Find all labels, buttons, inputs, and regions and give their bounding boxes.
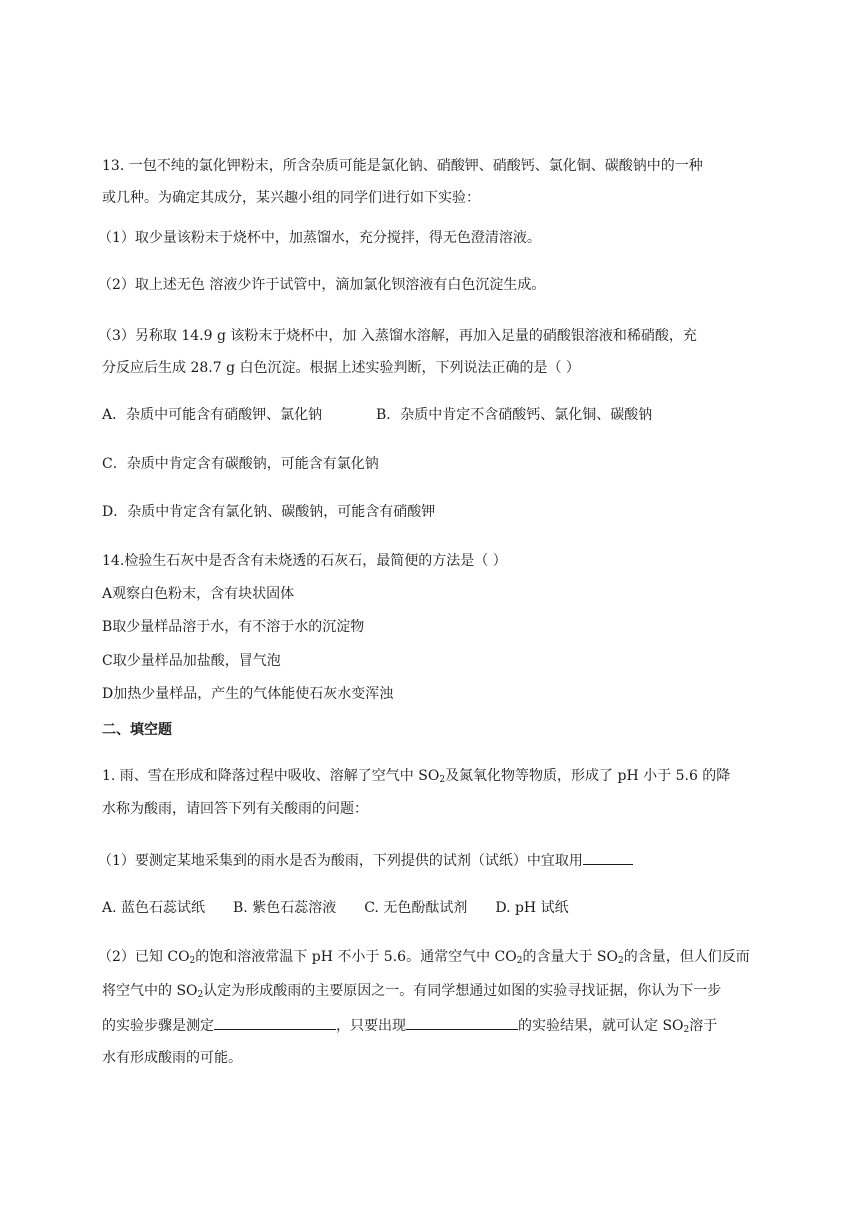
q13-line2: 或几种。为确定其成分，某兴趣小组的同学们进行如下实验： — [102, 190, 480, 206]
fill1-q1-text: （1）要测定某地采集到的雨水是否为酸雨，下列提供的试剂（试纸）中宜取用 — [98, 853, 583, 869]
fill1-opt-c: C. 无色酚酞试剂 — [364, 900, 468, 916]
q14-option-a: A观察白色粉末，含有块状固体 — [102, 586, 295, 602]
answer-blank-2[interactable] — [214, 1015, 336, 1030]
q13-step2: （2）取上述无色 溶液少许于试管中，滴加氯化钡溶液有白色沉淀生成。 — [98, 277, 546, 293]
fill1-q2-line3 — [102, 1015, 717, 1040]
q14-stem: 14.检验生石灰中是否含有未烧透的石灰石，最简便的方法是（ ） — [102, 553, 507, 569]
q13-option-c: C．杂质中肯定含有碳酸钠，可能含有氯化钠 — [102, 456, 379, 472]
fill1-line1-a: 1. 雨、雪在形成和降落过程中吸收、溶解了空气中 SO — [102, 768, 440, 784]
q14-option-c: C取少量样品加盐酸，冒气泡 — [102, 653, 281, 669]
text-run: ，只要出现 — [336, 1018, 406, 1034]
subscript: 2 — [516, 956, 523, 966]
text-run: 将空气中的 SO — [102, 983, 198, 999]
subscript: 2 — [617, 956, 624, 966]
fill1-line2: 水称为酸雨，请回答下列有关酸雨的问题： — [102, 801, 368, 817]
q13-option-b: B．杂质中肯定不含硝酸钙、氯化铜、碳酸钠 — [376, 407, 653, 423]
q14-option-b: B取少量样品溶于水，有不溶于水的沉淀物 — [102, 619, 365, 635]
fill1-line1-b: 及氮氧化物等物质，形成了 pH 小于 5.6 的降 — [445, 768, 731, 784]
answer-blank-3[interactable] — [406, 1015, 518, 1030]
q13-step3-line2: 分反应后生成 28.7 g 白色沉淀。根据上述实验判断，下列说法正确的是（ ） — [102, 360, 580, 376]
subscript: 2 — [189, 956, 196, 966]
text-run: 的饱和溶液常温下 pH 不小于 5.6。通常空气中 CO — [195, 949, 517, 965]
q13-line1: 13. 一包不纯的氯化钾粉末，所含杂质可能是氯化钠、硝酸钾、硝酸钙、氯化铜、碳酸钠中的一种 — [102, 158, 703, 174]
fill1-q2-line2 — [102, 981, 721, 1005]
text-run: 的实验结果，就可认定 SO — [518, 1018, 684, 1034]
q14-option-d: D加热少量样品，产生的气体能使石灰水变浑浊 — [102, 686, 394, 702]
section-title: 二、填空题 — [102, 722, 172, 738]
text-run: 溶于 — [689, 1018, 718, 1034]
fill1-line1 — [102, 766, 730, 790]
q13-option-a: A．杂质中可能含有硝酸钾、氯化钠 — [102, 407, 323, 423]
q13-step1: （1）取少量该粉末于烧杯中，加蒸馏水，充分搅拌，得无色澄清溶液。 — [98, 230, 541, 246]
text-run: 的含量，但人们反而 — [623, 949, 750, 965]
text-run: （2）已知 CO — [98, 949, 190, 965]
fill1-opt-d: D. pH 试纸 — [495, 900, 569, 916]
fill1-q1 — [98, 850, 633, 871]
text-run: 的含量大于 SO — [522, 949, 618, 965]
fill1-options — [102, 898, 569, 918]
fill1-q2-line1 — [98, 947, 750, 971]
fill1-opt-a: A. 蓝色石蕊试纸 — [102, 900, 206, 916]
answer-blank-1[interactable] — [583, 850, 633, 865]
subscript: 2 — [197, 990, 204, 1000]
text-run: 的实验步骤是测定 — [102, 1018, 214, 1034]
subscript: 2 — [683, 1025, 690, 1035]
subscript: 2 — [439, 775, 446, 785]
fill1-opt-b: B. 紫色石蕊溶液 — [233, 900, 337, 916]
fill1-q2-line4: 水有形成酸雨的可能。 — [102, 1050, 242, 1066]
q13-option-d: D．杂质中肯定含有氯化钠、碳酸钠，可能含有硝酸钾 — [102, 504, 436, 520]
text-run: 认定为形成酸雨的主要原因之一。有同学想通过如图的实验寻找证据，你认为下一步 — [203, 983, 722, 999]
q13-step3-line1: （3）另称取 14.9 g 该粉末于烧杯中，加 入蒸馏水溶解，再加入足量的硝酸银溶液和稀硝酸，充 — [98, 328, 697, 344]
